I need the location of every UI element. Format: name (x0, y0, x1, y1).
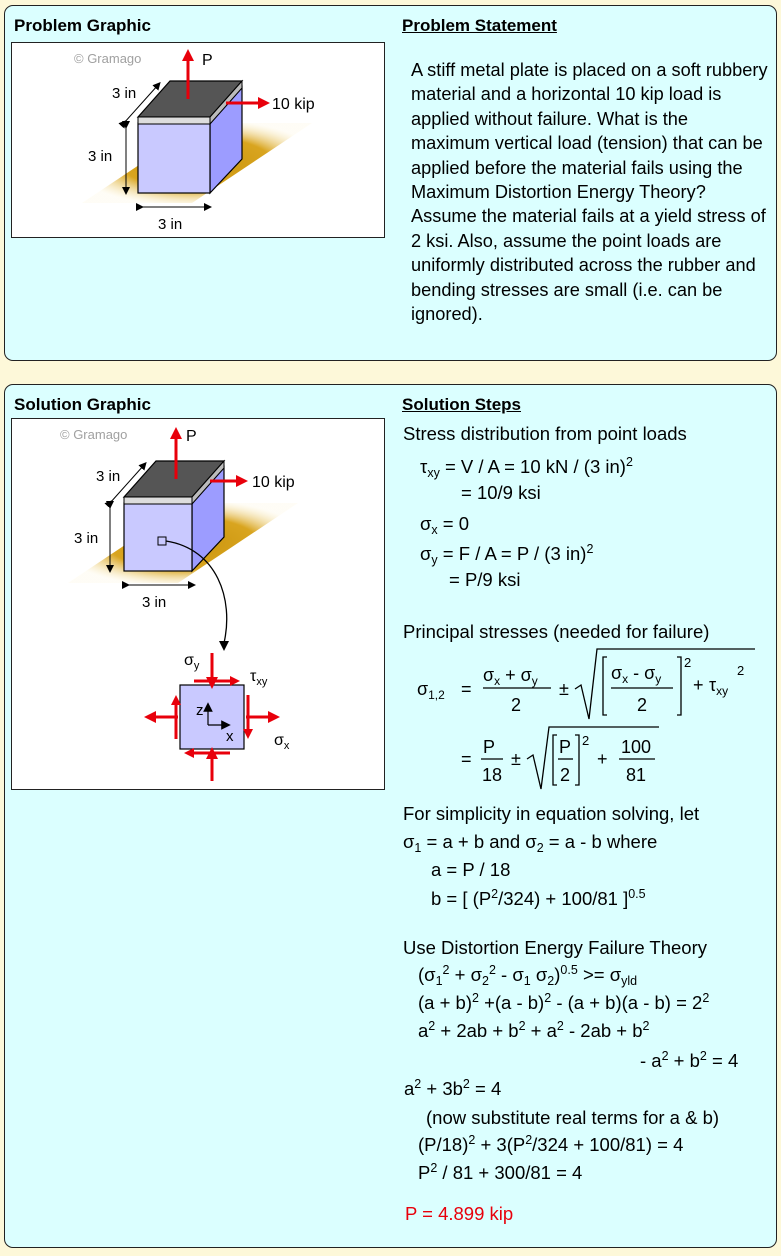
arrow-p-head (182, 49, 194, 61)
label-10kip: 10 kip (272, 96, 315, 113)
step-sigma-x: $\sigma_x = 0$ (420, 513, 470, 537)
arrow-10kip-head (258, 97, 270, 109)
step-substitution-ab: $(a + b)^2 +(a - b)^2 - (a + b)(a - b) = 2^2$ (418, 991, 710, 1013)
eq2-bracket-left (553, 735, 557, 785)
step-sigma-y-value: = P/9 ksi (449, 569, 521, 590)
solution-figure (12, 419, 384, 789)
eq1-lhs: $\sigma_{1,2}$ (417, 679, 445, 702)
eq2-frac-numerator: 100 (621, 737, 652, 757)
problem-statement-heading: Problem Statement (402, 16, 557, 35)
eq1-denominator: 2 (511, 695, 522, 715)
dim-width-label: 3 in (142, 594, 167, 611)
eq1-inner-denominator: 2 (637, 695, 648, 715)
step-a-definition: a = P / 18 (431, 859, 511, 880)
plate-front (124, 497, 192, 504)
callout-arrowhead (219, 641, 229, 651)
eq1-plus: + (693, 675, 704, 695)
stress-element (180, 685, 244, 749)
label-sigma-y: $\sigma_y$ (184, 652, 200, 672)
dim-width-label: 3 in (158, 216, 183, 233)
watermark: © Gramago (74, 51, 142, 66)
problem-graphic-heading: Problem Graphic (14, 16, 151, 35)
label-10kip: 10 kip (252, 474, 295, 491)
step-stress-distribution: Stress distribution from point loads (403, 423, 687, 444)
step-tau-value: = 10/9 ksi (461, 482, 541, 503)
eq1-plus-minus: ± (559, 679, 569, 699)
eq1-equals: = (461, 679, 472, 699)
step-simplicity: For simplicity in equation solving, let (403, 803, 700, 824)
label-p: P (202, 52, 213, 69)
principal-stress-equations (403, 643, 769, 793)
dim-depth-label: 3 in (112, 85, 137, 102)
axis-z-label: z (196, 702, 204, 719)
step-simplified: $a^2 + 3b^2 = 4$ (404, 1077, 502, 1099)
step-expansion-cont: - $a^2 + b^2 = 4$ (640, 1049, 739, 1071)
step-substitute-note: (now substitute real terms for a & b) (426, 1107, 720, 1128)
eq2-plus-minus: ± (511, 749, 521, 769)
eq2-inner-denominator: 2 (560, 765, 571, 785)
problem-graphic (11, 42, 385, 238)
block-front-face (138, 123, 210, 193)
step-tau-xy: $\tau_{xy} = V / A = 10$ kN / (3 in)$^2$ (420, 455, 633, 480)
step-sigma-y: $\sigma_y = F / A = P / (3$ in)$^2$ (420, 542, 594, 567)
axis-x-label: x (226, 728, 234, 745)
arrow-10kip-head (236, 475, 248, 487)
solution-graphic-heading: Solution Graphic (14, 395, 151, 414)
plate-front (138, 117, 210, 124)
eq1-inner-numerator: $\sigma_x - \sigma_y$ (611, 663, 662, 686)
eq2-denominator: 18 (482, 765, 503, 785)
eq1-tau-square: 2 (737, 663, 745, 678)
label-p: P (186, 428, 197, 445)
arrow-p-head (170, 427, 182, 439)
problem-panel (4, 5, 777, 361)
label-sigma-x: $\sigma_x$ (274, 732, 290, 752)
eq1-square: 2 (684, 655, 692, 670)
solution-graphic (11, 418, 385, 790)
dim-height-label: 3 in (88, 148, 113, 165)
eq1-bracket-right (677, 657, 681, 715)
solution-panel (4, 384, 777, 1248)
problem-statement-text: A stiff metal plate is placed on a soft rubbery material and a horizontal 10 kip load is applied without failure. What is the maximum vertical load (tension) that can be applied before the material fails using the Maximum Distortion Energy Theory? Assume the material fails at a yield stress of 2 ksi. Also, assume the point loads are uniformly distributed across the rubber and bending stresses are small (i.e. can be ignored). (411, 60, 768, 325)
step-expansion: $a^2 + 2ab + b^2 + a^2 - 2ab + b^2$ (418, 1019, 650, 1041)
eq1-bracket-left (603, 657, 607, 715)
arrow-sigma-x-left-head (144, 711, 156, 723)
step-sigma-definitions: $\sigma_1 = a + b$ and $\sigma_2 = a - b$ where (403, 831, 658, 855)
answer: P = 4.899 kip (405, 1203, 514, 1224)
arrow-sigma-x-right-head (268, 711, 280, 723)
eq2-square: 2 (582, 733, 590, 748)
eq2-inner-numerator: P (559, 737, 572, 757)
problem-figure (12, 43, 384, 237)
step-b-definition: b = [ $(P^2/324) + 100/81$ ]$^{0.5}$ (431, 887, 646, 909)
step-principal-heading: Principal stresses (needed for failure) (403, 621, 710, 642)
solution-steps-heading: Solution Steps (402, 395, 521, 414)
dim-depth-label: 3 in (96, 468, 121, 485)
step-distortion-criterion: ($\sigma_1^2 + \sigma_2^2 - \sigma_1$ $\sigma_2)^{0.5} >= \sigma_{yld}$ (418, 963, 638, 988)
watermark: © Gramago (60, 427, 128, 442)
label-tau-xy: $\tau_{xy}$ (250, 668, 268, 688)
eq2-equals: = (461, 749, 472, 769)
eq1-tau: $\tau_{xy}$ (709, 675, 729, 698)
step-substituted: $(P/18)^2 + 3(P^2/324 + 100/81) = 4$ (418, 1133, 684, 1155)
eq2-bracket-right (575, 735, 579, 785)
step-distortion-heading: Use Distortion Energy Failure Theory (403, 937, 708, 958)
step-final-equation: $P^2 / 81 + 300/81 = 4$ (418, 1161, 583, 1183)
eq2-numerator: P (483, 737, 496, 757)
eq1-numerator: $\sigma_x + \sigma_y$ (483, 665, 538, 688)
eq2-frac-denominator: 81 (626, 765, 647, 785)
dim-height-label: 3 in (74, 530, 99, 547)
eq2-plus: + (597, 749, 608, 769)
